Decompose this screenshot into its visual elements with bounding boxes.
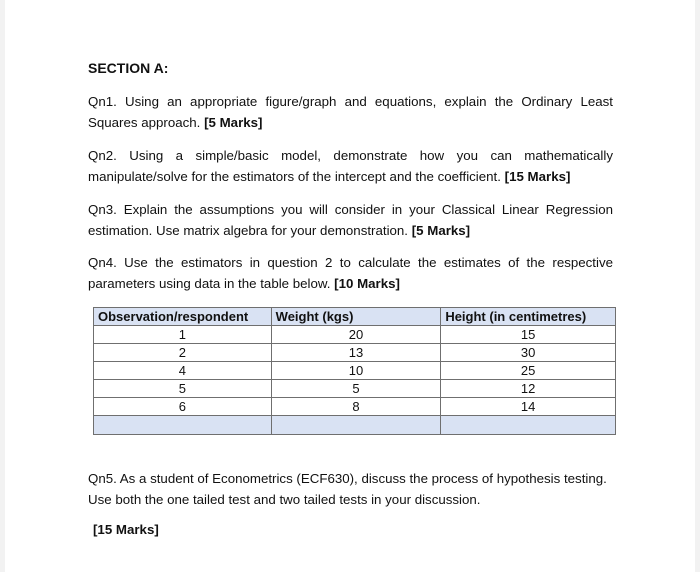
cell-height: 15: [441, 326, 616, 344]
table-row: [94, 362, 616, 380]
question-4: [88, 253, 613, 294]
question-3-marks: [5 Marks]: [411, 222, 471, 238]
cell-height: 30: [441, 344, 616, 362]
question-5-marks: [15 Marks]: [93, 522, 159, 537]
cell-weight: 10: [271, 362, 441, 380]
question-3-text: Qn3. Explain the assumptions you will consider in your Classical Linear Regression estimation. Use matrix algebra for your demonstration.: [88, 202, 613, 238]
table-row: [94, 398, 616, 416]
blank-cell: [441, 416, 616, 435]
table-header-row: [94, 308, 616, 326]
question-1-marks: [5 Marks]: [204, 114, 263, 130]
question-2-marks: [15 Marks]: [504, 168, 571, 184]
header-observation: Observation/respondent: [94, 308, 272, 326]
cell-weight: 13: [271, 344, 441, 362]
table-row: [94, 344, 616, 362]
question-1-text: Qn1. Using an appropriate figure/graph and equations, explain the Ordinary Least Squares approach.: [88, 94, 613, 130]
question-2: [88, 146, 613, 187]
cell-observation: 5: [94, 380, 272, 398]
cell-observation: 2: [94, 344, 272, 362]
cell-weight: 8: [271, 398, 441, 416]
cell-height: 14: [441, 398, 616, 416]
cell-height: 25: [441, 362, 616, 380]
question-1: [88, 92, 613, 133]
header-weight: Weight (kgs): [271, 308, 441, 326]
cell-weight: 20: [271, 326, 441, 344]
question-4-text: Qn4. Use the estimators in question 2 to calculate the estimates of the respective parameters using data in the table below.: [88, 255, 613, 291]
header-height: Height (in centimetres): [441, 308, 616, 326]
question-5: Qn5. As a student of Econometrics (ECF630), discuss the process of hypothesis testing. Use both the one tailed test and two tailed tests in your discussion.: [88, 471, 607, 507]
cell-weight: 5: [271, 380, 441, 398]
cell-height: 12: [441, 380, 616, 398]
table-row: [94, 326, 616, 344]
question-2-text: Qn2. Using a simple/basic model, demonstrate how you can mathematically manipulate/solve for the estimators of the intercept and the coefficient.: [88, 148, 613, 184]
cell-observation: 4: [94, 362, 272, 380]
data-table: [93, 307, 616, 435]
document-page: [5, 0, 695, 572]
table-row: [94, 380, 616, 398]
cell-observation: 1: [94, 326, 272, 344]
question-4-marks: [10 Marks]: [334, 275, 400, 291]
table-blank-row: [94, 416, 616, 435]
section-heading: SECTION A:: [88, 60, 169, 76]
question-3: [88, 200, 613, 241]
blank-cell: [271, 416, 441, 435]
cell-observation: 6: [94, 398, 272, 416]
blank-cell: [94, 416, 272, 435]
